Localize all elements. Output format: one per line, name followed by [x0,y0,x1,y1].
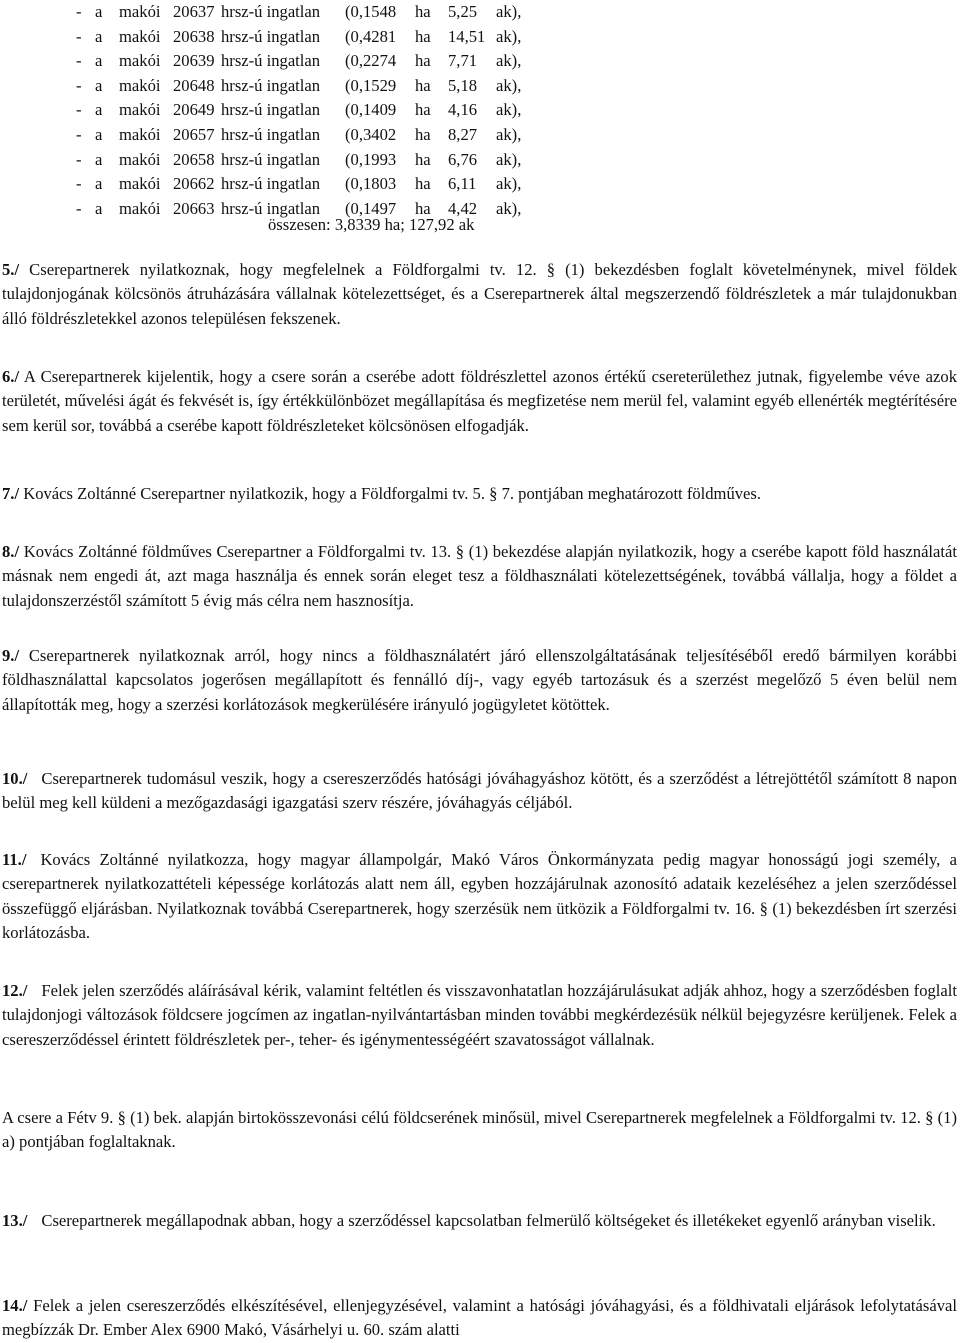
parcel-article: a [95,198,103,218]
parcel-row [76,74,596,99]
parcel-article: a [95,2,103,21]
paragraph-text: Felek jelen szerződés aláírásával kérik, valamint feltétlen és visszavonhatatlan hozzájárulásukat adják ahhoz, hogy a szerződésben foglalt tulajdonjogi változások földcsere jogcímen az ingatlan-nyilvántartásban minden további megkérdezésük nélkül bejegyzésre kerüljenek. Felek a csereszerződéssel érintett földrészletek per-, teher- és igénymentességéért szavatosságot vállalnak. [2,981,957,1049]
paragraph-13 [2,1209,957,1233]
paragraph-text: Cserepartnerek megállapodnak abban, hogy a szerződéssel kapcsolatban felmerülő költségeket és illetékeket egyenlő arányban viselik. [41,1211,936,1230]
paragraph-text: A csere a Fétv 9. § (1) bek. alapján birtokösszevonási célú földcserének minősül, mivel Cserepartnerek megfelelnek a Földforgalmi tv. 12. § (1) a) pontjában foglaltaknak. [2,1108,957,1152]
parcel-end: ak), [496,2,522,21]
paragraph-slash: / [22,1211,28,1230]
paragraph-10 [2,767,957,816]
paragraph-number: 7. [2,484,15,503]
parcel-end: ak), [496,124,522,144]
paragraph-text: Kovács Zoltánné Cserepartner nyilatkozik, hogy a Földforgalmi tv. 5. § 7. pontjában meghatározott földműves. [23,484,762,503]
parcel-dash: - [76,2,82,21]
paragraph-number: 14. [2,1296,23,1315]
parcel-article: a [95,149,103,169]
paragraph-11 [2,848,957,945]
parcel-unit: ha [415,26,431,46]
paragraph-slash: / [14,646,20,665]
parcel-number: 20637 [173,2,215,21]
parcel-city: makói [119,124,161,144]
parcel-type: hrsz-ú ingatlan [221,2,321,21]
parcel-row [76,172,596,197]
parcel-area: (0,3402 [345,124,397,144]
paragraph-number: 11. [2,850,22,869]
paragraph-14 [2,1294,957,1343]
paragraph-slash: / [14,367,20,386]
parcel-article: a [95,26,103,46]
parcel-dash: - [76,174,82,194]
paragraph-text: Cserepartnerek nyilatkoznak arról, hogy nincs a földhasználatért járó ellenszolgáltatásának teljesítéséből eredő bármilyen korábbi földhasználattal kapcsolatos jogerősen megállapított és fennálló díj-, vagy egyéb tartozásuk és a szerzést megelőző 5 éven belül nem állapították meg, hogy a szerzési korlátozások megkerülésére irányuló jogügyletet kötöttek. [2,646,957,714]
parcel-row [76,148,596,173]
parcel-type: hrsz-ú ingatlan [221,75,321,95]
parcel-area: (0,2274 [345,51,397,71]
paragraph-number: 13. [2,1211,23,1230]
parcel-article: a [95,100,103,120]
parcel-dash: - [76,198,82,218]
parcel-unit: ha [415,174,431,194]
parcel-number: 20658 [173,149,215,169]
paragraph-slash: / [14,542,20,561]
parcel-area: (0,1993 [345,149,397,169]
paragraph-number: 6. [2,367,15,386]
parcel-row [76,123,596,148]
parcel-city: makói [119,174,161,194]
paragraph-8 [2,540,957,613]
paragraph-text: Cserepartnerek tudomásul veszik, hogy a csereszerződés hatósági jóváhagyáshoz kötött, és a szerződést a létrejöttétől számított 8 napon belül meg kell küldeni a mezőgazdasági igazgatási szerv részére, jóváhagyás céljából. [2,769,957,813]
parcel-dash: - [76,100,82,120]
paragraph-number: 9. [2,646,15,665]
parcel-end: ak), [496,100,522,120]
parcel-type: hrsz-ú ingatlan [221,174,321,194]
paragraph-7 [2,482,957,506]
paragraph-slash: / [21,850,27,869]
parcel-end: ak), [496,149,522,169]
paragraph-text: Kovács Zoltánné nyilatkozza, hogy magyar állampolgár, Makó Város Önkormányzata pedig magyar honosságú jogi személy, a cserepartnerek nyilatkozattételi képessége korlátozás alatt nem áll, egyben hozzájárulnak azonosító adataik kezeléséhez a jelen szerződéssel összefüggő eljárásban. Nyilatkoznak továbbá Cserepartnerek, hogy szerzésük nem ütközik a Földforgalmi tv. 16. § (1) bekezdésben írt szerzési korlátozásba. [2,850,957,942]
parcel-value: 4,16 [448,100,478,120]
parcel-type: hrsz-ú ingatlan [221,124,321,144]
parcel-area: (0,1548 [345,2,397,21]
parcel-unit: ha [415,100,431,120]
paragraph-number: 10. [2,769,23,788]
paragraph-number: 5. [2,260,15,279]
parcel-value: 5,25 [448,2,478,21]
parcel-end: ak), [496,51,522,71]
parcel-row [76,25,596,50]
paragraph-slash: / [22,981,28,1000]
paragraph-slash: / [14,484,20,503]
parcel-dash: - [76,26,82,46]
parcel-type: hrsz-ú ingatlan [221,198,321,218]
parcel-number: 20648 [173,75,215,95]
parcel-article: a [95,75,103,95]
parcel-dash: - [76,149,82,169]
parcel-city: makói [119,51,161,71]
parcel-number: 20663 [173,198,215,218]
parcel-value: 8,27 [448,124,478,144]
paragraph-slash: / [22,769,28,788]
parcel-number: 20639 [173,51,215,71]
parcel-area: (0,4281 [345,26,397,46]
parcel-city: makói [119,100,161,120]
parcel-dash: - [76,124,82,144]
paragraph-text: Cserepartnerek nyilatkoznak, hogy megfelelnek a Földforgalmi tv. 12. § (1) bekezdésben foglalt követelménynek, mivel földek tulajdonjogának kölcsönös átruházására vállalnak kötelezettséget, és a Cserepartnerek által megszerzendő földrészletek a már tulajdonukban álló földrészletekkel azonos településen fekszenek. [2,260,957,328]
parcel-area: (0,1529 [345,75,397,95]
parcel-value: 7,71 [448,51,478,71]
parcel-article: a [95,51,103,71]
parcel-unit: ha [415,198,431,218]
parcel-type: hrsz-ú ingatlan [221,26,321,46]
parcel-value: 14,51 [448,26,486,46]
parcel-city: makói [119,2,161,21]
parcel-city: makói [119,149,161,169]
parcel-unit: ha [415,124,431,144]
parcel-end: ak), [496,26,522,46]
parcel-area: (0,1409 [345,100,397,120]
parcel-unit: ha [415,51,431,71]
parcel-row [76,0,596,25]
parcel-total: összesen: 3,8339 ha; 127,92 ak [268,215,475,234]
parcel-article: a [95,124,103,144]
parcel-unit: ha [415,2,431,21]
parcel-value: 5,18 [448,75,478,95]
parcel-number: 20649 [173,100,215,120]
paragraph-text: A Cserepartnerek kijelentik, hogy a csere során a cserébe adott földrészlettel azonos értékű csereterülethez jutnak, figyelembe véve azok területét, művelési ágát és fekvését is, így értékkülönbözet megállapítása és megfizetése nem merül fel, valamint egyéb ellenérték megtérítésére sem kerül sor, továbbá a cserébe kapott földrészleteket kölcsönösen elfogadják. [2,367,957,435]
paragraph-fetv [2,1106,957,1155]
parcel-type: hrsz-ú ingatlan [221,100,321,120]
paragraph-number: 8. [2,542,15,561]
paragraph-9 [2,644,957,717]
parcel-number: 20657 [173,124,215,144]
parcel-city: makói [119,26,161,46]
paragraph-text: Felek a jelen csereszerződés elkészítésével, ellenjegyzésével, valamint a hatósági jóváhagyási, és a földhivatali eljárások lefolytatásával megbízzák Dr. Ember Alex 6900 Makó, Vásárhelyi u. 60. szám alatti [2,1296,958,1340]
parcel-end: ak), [496,198,522,218]
parcel-city: makói [119,75,161,95]
parcel-unit: ha [415,149,431,169]
parcel-article: a [95,174,103,194]
paragraph-5 [2,258,957,331]
parcel-list [76,0,596,221]
parcel-value: 6,11 [448,174,477,194]
paragraph-12 [2,979,957,1052]
parcel-area: (0,1803 [345,174,397,194]
parcel-number: 20662 [173,174,215,194]
parcel-city: makói [119,198,161,218]
paragraph-text: Kovács Zoltánné földműves Cserepartner a Földforgalmi tv. 13. § (1) bekezdése alapján nyilatkozik, hogy a cserébe kapott föld használatát másnak nem engedi át, azt maga használja és ennek során eleget tesz a földhasználati kötelezettségének, továbbá vállalja, hogy a földet a tulajdonszerzéstől számított 5 évig más célra nem hasznosítja. [2,542,957,610]
parcel-value: 4,42 [448,198,478,218]
parcel-row [76,49,596,74]
parcel-value: 6,76 [448,149,478,169]
paragraph-slash: / [22,1296,28,1315]
parcel-type: hrsz-ú ingatlan [221,51,321,71]
parcel-dash: - [76,51,82,71]
paragraph-slash: / [14,260,20,279]
parcel-row [76,98,596,123]
parcel-end: ak), [496,75,522,95]
parcel-area: (0,1497 [345,198,397,218]
parcel-type: hrsz-ú ingatlan [221,149,321,169]
parcel-number: 20638 [173,26,215,46]
parcel-end: ak), [496,174,522,194]
paragraph-6 [2,365,957,438]
paragraph-number: 12. [2,981,23,1000]
parcel-unit: ha [415,75,431,95]
parcel-dash: - [76,75,82,95]
